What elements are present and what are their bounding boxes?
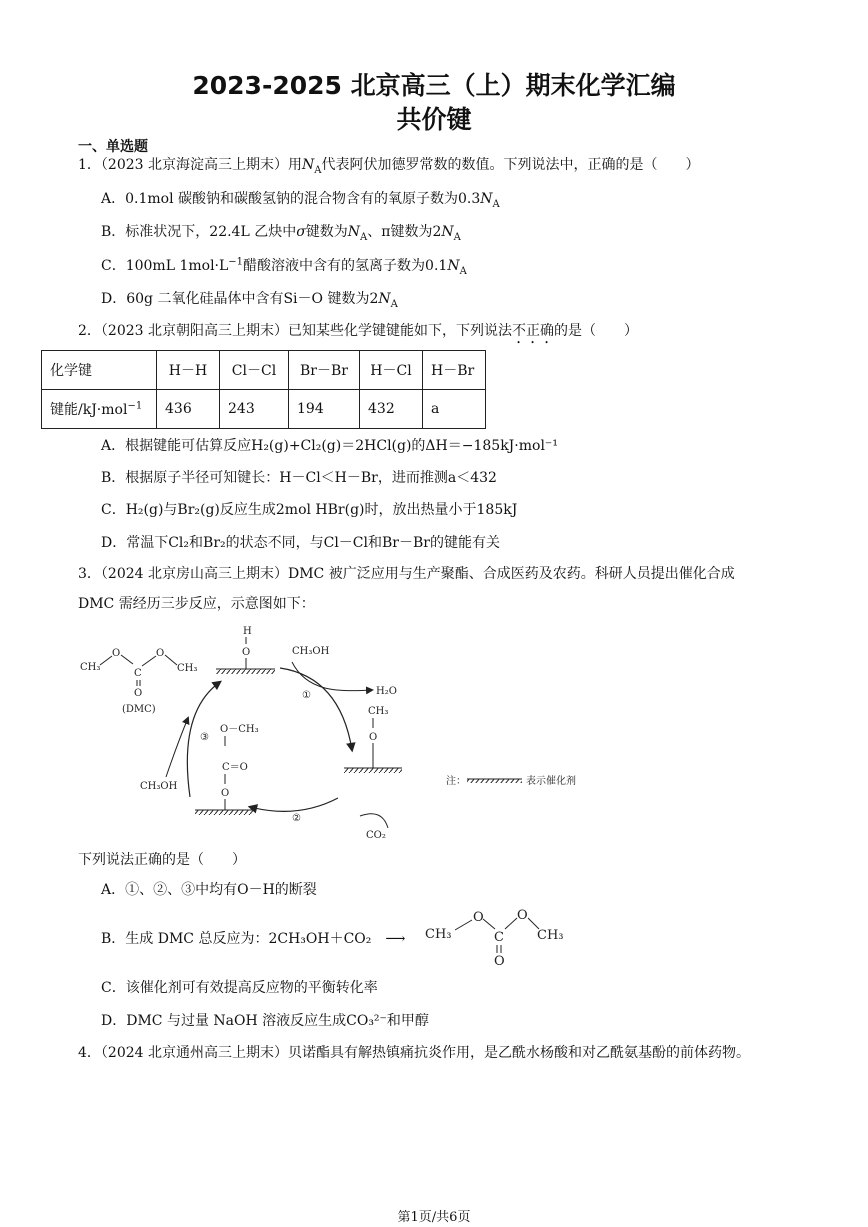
question-3-option-b: B．生成 DMC 总反应为：2CH₃OH＋CO₂ ⟶ <box>101 931 406 947</box>
label-o: O <box>517 908 528 923</box>
question-3-stem-line2: DMC 需经历三步反应，示意图如下： <box>78 596 315 612</box>
table-cell: 键能/kJ·mol$^{-1}$ <box>42 390 157 429</box>
catalyst-oh <box>216 626 275 674</box>
dmc-structure-option-b <box>425 905 565 969</box>
label-o: O <box>242 647 251 658</box>
label-ch3: CH₃ <box>177 663 198 674</box>
question-1-option-a: A．0.1mol 碳酸钠和碳酸氢钠的混合物含有的氧原子数为$0.3N_A$ <box>101 191 500 210</box>
label-o: O <box>369 732 378 743</box>
label-o: O <box>112 648 121 659</box>
reaction-arrow: ⟶ <box>371 931 406 947</box>
question-1-option-b: B．标准状况下，22.4L 乙炔中σ键数为$N_A$、π键数为$2N_A$ <box>101 224 461 243</box>
table-cell: H－Cl <box>360 351 423 390</box>
question-2-option-a: A．根据键能可估算反应H₂(g)+Cl₂(g)＝2HCl(g)的ΔH＝−185kJ·mol⁻¹ <box>101 438 558 454</box>
label-ch3: CH₃ <box>537 928 564 943</box>
table-cell: 436 <box>157 390 220 429</box>
table-cell: 432 <box>360 390 423 429</box>
table-cell: H－Br <box>423 351 486 390</box>
label-o: O <box>494 954 505 969</box>
question-2-option-d: D．常温下Cl₂和Br₂的状态不同，与Cl－Cl和Br－Br的键能有关 <box>101 535 500 551</box>
label-ch3: CH₃ <box>425 927 452 942</box>
label-o: O <box>473 910 484 925</box>
label-o: O <box>134 688 143 699</box>
question-2-stem: 2．（2023 北京朝阳高三上期末）已知某些化学键键能如下，下列说法不正确的是（ ） <box>78 323 638 339</box>
table-cell: 243 <box>220 390 289 429</box>
table-cell: Br－Br <box>289 351 360 390</box>
question-1-option-d: D．60g 二氧化硅晶体中含有Si－O 键数为$2N_A$ <box>101 291 398 310</box>
question-3-stem-line1: 3．（2024 北京房山高三上期末）DMC 被广泛应用与生产聚酯、合成医药及农药。科研人员提出催化合成 <box>78 566 735 582</box>
bond-energy-table <box>41 350 486 429</box>
label-ch3: CH₃ <box>368 706 389 717</box>
step-3-marker: ③ <box>200 732 209 743</box>
section-heading: 一、单选题 <box>78 139 148 155</box>
step-1-marker: ① <box>302 690 311 701</box>
table-cell: a <box>423 390 486 429</box>
label-ch3oh: CH₃OH <box>292 646 330 657</box>
table-cell: 194 <box>289 390 360 429</box>
question-2-option-b: B．根据原子半径可知键长：H－Cl＜H－Br，进而推测a＜432 <box>101 470 497 486</box>
label-o: O <box>156 648 165 659</box>
question-3-prompt: 下列说法正确的是（ ） <box>78 852 246 868</box>
page-title: 2023-2025 北京高三（上）期末化学汇编 <box>192 71 676 100</box>
page-footer: 第1页/共6页 <box>397 1210 471 1225</box>
table-cell: 化学键 <box>42 351 157 390</box>
question-3-option-c: C．该催化剂可有效提高反应物的平衡转化率 <box>101 980 378 996</box>
dmc-catalytic-cycle-diagram <box>70 622 610 844</box>
label-ch3oh: CH₃OH <box>140 781 178 792</box>
table-header-row <box>42 351 486 390</box>
label-c: C <box>494 930 504 945</box>
question-2-option-c: C．H₂(g)与Br₂(g)反应生成2mol HBr(g)时，放出热量小于185kJ <box>101 502 518 518</box>
question-1-option-c: C．100mL $1mol\cdot L^{-1}$醋酸溶液中含有的氢离子数为$0.1N_A$ <box>101 256 467 277</box>
table-cell: H－H <box>157 351 220 390</box>
label-c: C <box>134 668 142 679</box>
catalyst-note-label: 注： <box>446 776 466 787</box>
label-ch3: CH₃ <box>80 662 101 673</box>
catalyst-och3 <box>344 706 402 773</box>
table-row <box>42 390 486 429</box>
question-3-option-a: A．①、②、③中均有O－H的断裂 <box>101 882 317 898</box>
step-2-marker: ② <box>292 813 301 824</box>
label-dmc: (DMC) <box>122 704 156 715</box>
table-cell: Cl－Cl <box>220 351 289 390</box>
label-h: H <box>243 626 252 637</box>
dmc-molecule <box>80 648 197 715</box>
question-1-stem: 1．（2023 北京海淀高三上期末）用$N_A$代表阿伏加德罗常数的数值。下列说法中，正确的是（ ） <box>78 157 700 176</box>
label-o: O <box>221 788 230 799</box>
question-4-stem: 4．（2024 北京通州高三上期末）贝诺酯具有解热镇痛抗炎作用，是乙酰水杨酸和对乙酰氨基酚的前体药物。 <box>78 1045 750 1061</box>
catalyst-note-text: 表示催化剂 <box>526 776 576 787</box>
question-3-option-d: D．DMC 与过量 NaOH 溶液反应生成CO₃²⁻和甲醇 <box>101 1013 429 1029</box>
label-h2o: H₂O <box>376 686 397 697</box>
label-co: C＝O <box>222 762 248 773</box>
page-subtitle: 共价键 <box>396 105 472 134</box>
label-och3: O－CH₃ <box>220 724 259 735</box>
label-co2: CO₂ <box>366 830 386 841</box>
